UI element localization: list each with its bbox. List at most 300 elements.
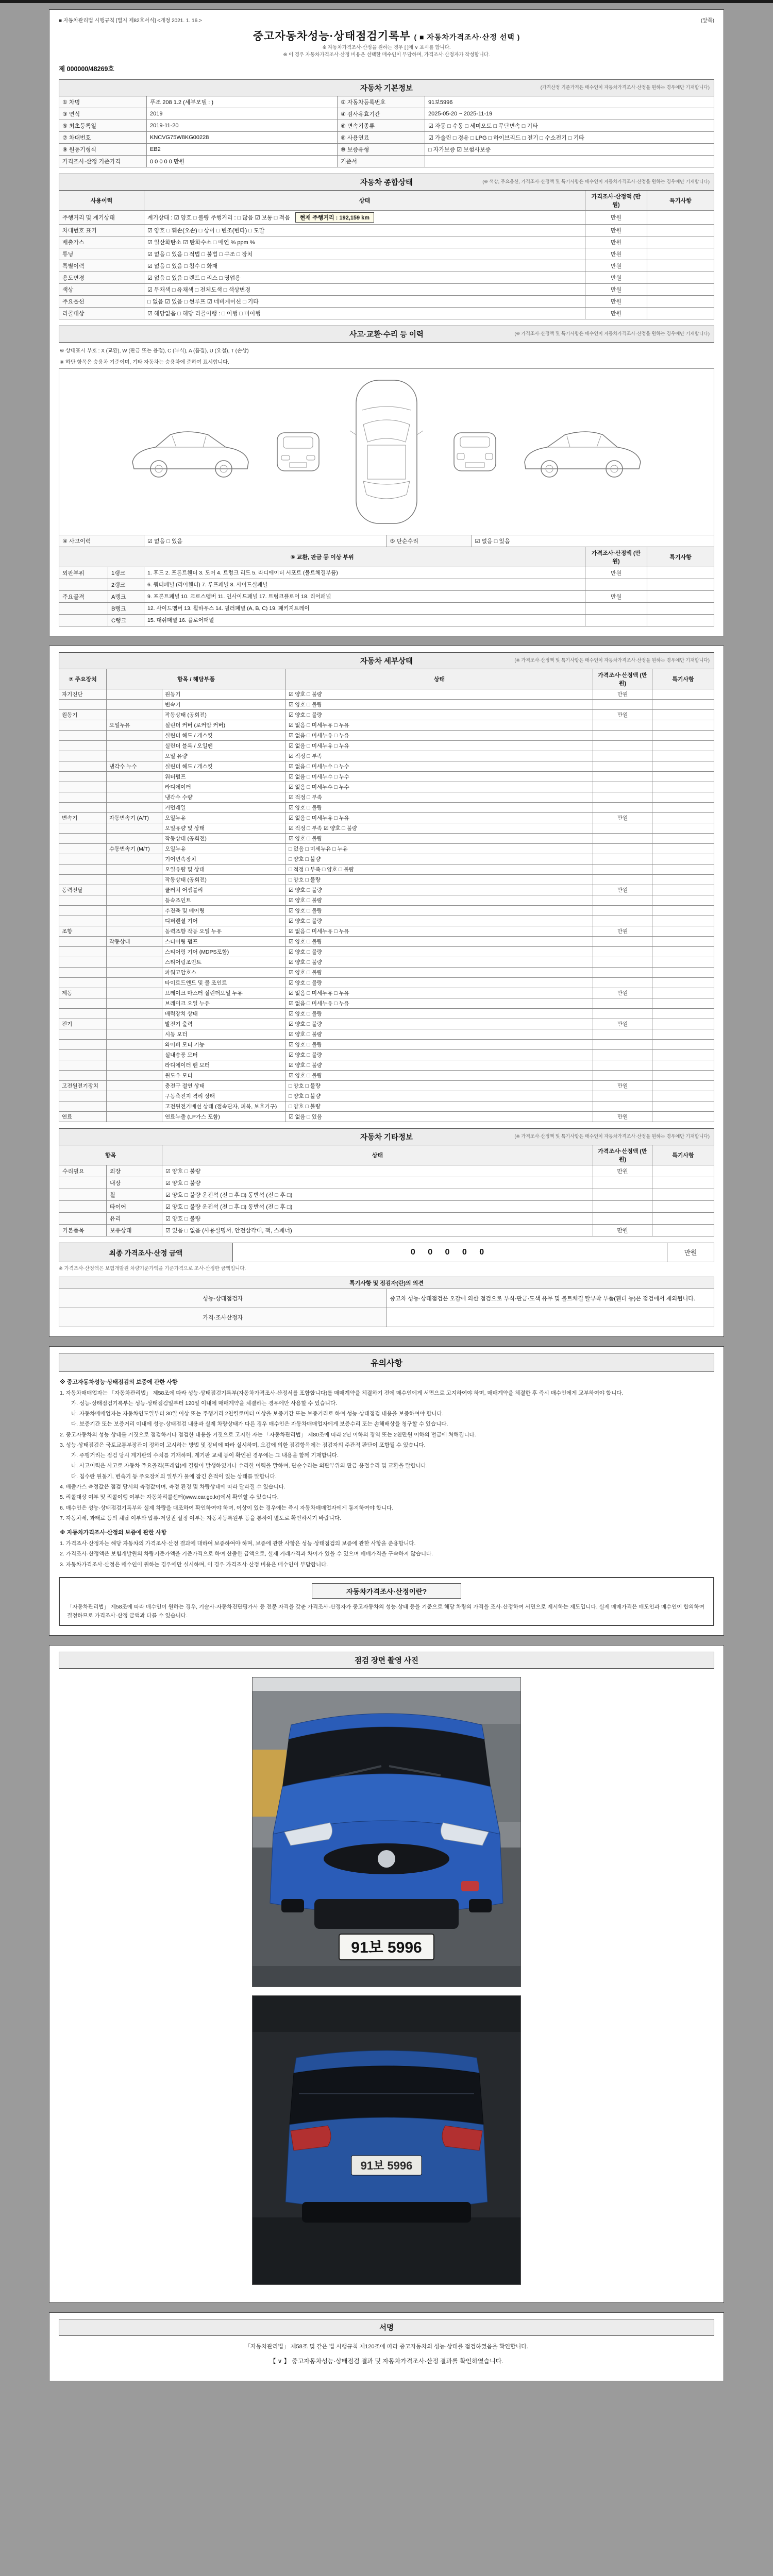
overall-row [59,307,714,319]
device-item: 기어변속장치 [162,854,286,864]
detail-row [59,761,714,771]
title-notes [59,44,714,59]
device-subgroup [107,957,162,967]
device-group [59,864,107,874]
note-cell [652,782,714,792]
note-cell [652,1200,714,1212]
notices-title: 유의사항 [59,1353,714,1372]
price-survey-option: ( ■ 자동차가격조사·산정 선택 ) [414,33,520,41]
device-subgroup [107,1060,162,1070]
col-note: 특기사항 [647,190,714,210]
detail-row [59,823,714,833]
signature-statement-1: 「자동차관리법」 제58조 및 같은 법 시행규칙 제120조에 따라 중고자동차의 성능·상태를 점검하였음을 확인합니다. [245,2344,528,2350]
detail-row [59,998,714,1008]
price-cell: 만원 [593,885,652,895]
price-cell [593,957,652,967]
price-cell: 만원 [593,1111,652,1122]
final-price-unit: 만원 [667,1243,714,1262]
device-item: 변속기 [162,699,286,709]
device-group [59,977,107,988]
note-cell [647,579,714,590]
price-cell [593,998,652,1008]
status-checkboxes: ☑ 양호 □ 불량 운전석 (전 □ 후 □) 동반석 (전 □ 후 □) [162,1189,593,1200]
field-label: ③ 연식 [59,108,147,120]
parts-row [59,602,714,614]
device-group [59,823,107,833]
device-subgroup [107,1019,162,1029]
price-cell [593,833,652,843]
note-cell [652,1177,714,1189]
history-item: 리콜대상 [59,307,144,319]
status-checkboxes: ☑ 없음 □ 미세누유 □ 누유 [286,926,593,936]
history-item: 주행거리 및 계기상태 [59,210,144,224]
col-history: 사용이력 [59,190,144,210]
note-cell [652,1101,714,1111]
section-detail-note: (※ 가격조사·산정액 및 특기사항은 매수인이 자동차가격조사·산정을 원하는 경우에만 기재합니다) [514,657,710,663]
detail-row [59,812,714,823]
history-item: 차대번호 표기 [59,224,144,236]
section-accident-note: (※ 가격조사·산정액 및 특기사항은 매수인이 자동차가격조사·산정을 원하는 경우에만 기재합니다) [514,331,710,336]
status-checkboxes: ☑ 양호 □ 불량 [162,1165,593,1177]
price-cell [593,782,652,792]
status-checkboxes: ☑ 일산화탄소 ☑ 탄화수소 □ 매연 % ppm % [147,239,255,246]
history-item: 용도변경 [59,272,144,283]
price-cell [593,936,652,946]
device-item: 시동 모터 [162,1029,286,1039]
device-group [59,1049,107,1060]
device-group: 변속기 [59,812,107,823]
price-cell: 만원 [593,1019,652,1029]
device-item: 추진축 및 베어링 [162,905,286,916]
detail-state-table [59,669,714,1122]
device-subgroup [107,1029,162,1039]
card-detail-state [49,646,724,1337]
history-item: 특별이력 [59,260,144,272]
part-items: 12. 사이드멤버 13. 휠하우스 14. 필러패널 (A, B, C) 19. 패키지트레이 [144,602,585,614]
detail-header-row [59,669,714,689]
note-cell [652,1080,714,1091]
note-cell [652,957,714,967]
field-value: □ 자가보증 ☑ 보험사보증 [425,143,714,155]
device-group [59,1060,107,1070]
note-cell [652,740,714,751]
price-cell: 만원 [585,248,647,260]
inspection-photo-rear [252,1995,521,2285]
note-cell [647,602,714,614]
status-checkboxes: ☑ 없음 □ 있음 [286,1111,593,1122]
device-subgroup: 작동상태 [107,936,162,946]
status-checkboxes: □ 없음 ☑ 있음 □ 썬루프 ☑ 네비게이션 □ 기타 [147,298,259,305]
note-cell [647,307,714,319]
status-checkboxes: ☑ 양호 □ 불량 [286,1039,593,1049]
price-cell [593,1200,652,1212]
price-cell [593,843,652,854]
detail-row [59,843,714,854]
field-label: ④ 검사유효기간 [338,108,425,120]
device-group [59,1008,107,1019]
device-item: 구동축전지 격리 상태 [162,1091,286,1101]
col-price: 가격조사·산정액 (만원) [593,1145,652,1165]
status-checkboxes: ☑ 없음 □ 미세누수 □ 누수 [286,782,593,792]
status-cell [144,272,585,283]
price-cell [593,1060,652,1070]
detail-row [59,709,714,720]
note-cell [647,236,714,248]
detail-row [59,740,714,751]
note-cell [652,1224,714,1236]
detail-row [59,1060,714,1070]
overall-row [59,248,714,260]
status-checkboxes: ☑ 없음 □ 있음 □ 렌트 □ 리스 □ 영업용 [147,275,241,281]
field-label: ⑥ 변속기종류 [338,120,425,131]
note-cell [652,823,714,833]
notice-line: 3. 성능·상태점검은 국토교통부장관이 정하여 고시하는 방법 및 장비에 따라 실시하며, 오감에 의한 점검항목에는 점검자의 주관적 판단이 포함될 수 있습니다. [60,1442,426,1448]
note-cell [652,874,714,885]
status-checkboxes: ☑ 양호 □ 불량 [286,689,593,699]
status-checkboxes: ☑ 없음 □ 있음 □ 침수 □ 화재 [147,263,218,269]
status-checkboxes: ☑ 양호 □ 불량 [286,967,593,977]
status-checkboxes: ☑ 양호 □ 불량 [286,802,593,812]
device-subgroup [107,802,162,812]
note-cell [652,771,714,782]
note-cell [647,260,714,272]
part-group: 외판부위 [59,567,108,579]
misc-row [59,1212,714,1224]
page-side-label: (앞쪽) [701,18,714,24]
license-plate-number: 91보 5996 [351,1939,422,1957]
price-cell [593,751,652,761]
device-group: 전기 [59,1019,107,1029]
device-group [59,905,107,916]
status-cell [144,224,585,236]
price-cell [593,730,652,740]
basic-info-row [59,96,714,108]
field-label: ⑧ 사용연료 [338,131,425,143]
detail-row [59,967,714,977]
misc-item: 보유상태 [107,1224,162,1236]
device-group: 연료 [59,1111,107,1122]
price-cell [593,1177,652,1189]
device-subgroup [107,1111,162,1122]
device-item: 냉각수 수량 [162,792,286,802]
note-cell [652,977,714,988]
device-item: 배력장치 상태 [162,1008,286,1019]
device-subgroup [107,751,162,761]
car-diagram-side-right [519,418,648,485]
note-cell [652,792,714,802]
note-cell [652,1189,714,1200]
device-subgroup [107,740,162,751]
status-checkboxes: ☑ 적정 □ 부족 ☑ 양호 □ 불량 [286,823,593,833]
note-cell [652,926,714,936]
price-cell [593,802,652,812]
detail-row [59,792,714,802]
final-price-note: ※ 가격조사·산정액은 보험개발원 차량기준가액을 기준가격으로 조사·산정한 금액입니다. [59,1265,246,1272]
device-group [59,843,107,854]
section-misc-note: (※ 가격조사·산정액 및 특기사항은 매수인이 자동차가격조사·산정을 원하는 경우에만 기재합니다) [514,1133,710,1139]
status-checkboxes: □ 양호 □ 불량 [286,874,593,885]
device-group [59,740,107,751]
field-label: ⑨ 원동기형식 [59,143,147,155]
field-value: 91보5996 [425,96,714,108]
misc-group [59,1177,107,1189]
note-cell [652,1029,714,1039]
rear-license-plate-number: 91보 5996 [360,2159,413,2173]
detail-row [59,1070,714,1080]
note-cell [652,1091,714,1101]
parts-row [59,614,714,626]
detail-row [59,730,714,740]
detail-row [59,1091,714,1101]
notice-line: 2. 중고자동차의 성능·상태를 거짓으로 점검하거나 점검한 내용을 거짓으로 고지한 자는 「자동차관리법」 제80조에 따라 2년 이하의 징역 또는 2천만원 이하의 벌금에 처해집니다. [60,1431,476,1438]
misc-item: 내장 [107,1177,162,1189]
status-checkboxes: □ 양호 □ 불량 [286,854,593,864]
device-subgroup [107,926,162,936]
note-cell [652,998,714,1008]
history-item: 배출가스 [59,236,144,248]
detail-row [59,977,714,988]
part-rank: B랭크 [108,602,144,614]
device-item: 실린더 커버 (로커암 커버) [162,720,286,730]
detail-row [59,905,714,916]
device-group [59,936,107,946]
price-cell [593,699,652,709]
history-item: 튜닝 [59,248,144,260]
note-cell [647,210,714,224]
note-cell [652,1070,714,1080]
price-cell [593,1008,652,1019]
part-group: 주요골격 [59,590,108,602]
opinion-row [59,1308,714,1327]
col-device: ⑦ 주요장치 [59,669,107,689]
overall-header-row [59,190,714,210]
inspector-opinion [386,1308,714,1327]
status-checkboxes: ☑ 양호 □ 불량 [286,916,593,926]
notice-line: 4. 배출가스 측정값은 점검 당시의 측정값이며, 측정 환경 및 차량상태에 따라 달라질 수 있습니다. [60,1483,285,1490]
device-subgroup [107,1039,162,1049]
device-subgroup [107,730,162,740]
field-value: 0 0 0 0 0 만원 [147,155,338,167]
opinion-row [59,1289,714,1308]
parts-header-row [59,547,714,567]
status-checkboxes: ☑ 적정 □ 부족 [286,792,593,802]
parts-row [59,590,714,602]
misc-row [59,1165,714,1177]
price-cell [593,946,652,957]
current-mileage: 현재 주행거리 : 192,159 km [295,212,374,223]
detail-row [59,720,714,730]
price-cell [593,977,652,988]
device-group [59,699,107,709]
device-group: 조향 [59,926,107,936]
misc-row [59,1200,714,1212]
price-cell: 만원 [593,1165,652,1177]
device-item: 오일유량 및 상태 [162,823,286,833]
note-cell [647,283,714,295]
detail-row [59,771,714,782]
device-item: 작동상태 (공회전) [162,833,286,843]
price-cell [593,916,652,926]
detail-row [59,988,714,998]
status-checkboxes: ☑ 없음 □ 미세누유 □ 누유 [286,988,593,998]
note-cell [652,1049,714,1060]
device-item: 작동상태 (공회전) [162,874,286,885]
basic-info-row [59,143,714,155]
detail-row [59,1019,714,1029]
overall-row [59,272,714,283]
device-subgroup [107,967,162,977]
opinions-table [59,1277,714,1327]
accident-flags-table [59,535,714,547]
status-checkboxes: ☑ 양호 □ 불량 [286,1060,593,1070]
note-cell [652,967,714,977]
status-checkboxes: ☑ 양호 □ 불량 [286,936,593,946]
status-checkboxes: □ 양호 □ 불량 [286,1091,593,1101]
price-cell: 만원 [593,988,652,998]
misc-group: 기본품목 [59,1224,107,1236]
device-subgroup [107,977,162,988]
device-subgroup [107,864,162,874]
device-item: 워터펌프 [162,771,286,782]
parts-row [59,579,714,590]
final-price-value: 0 0 0 0 0 [410,1247,490,1257]
device-group [59,854,107,864]
status-checkboxes: ☑ 없음 □ 미세누유 □ 누유 [286,730,593,740]
detail-row [59,751,714,761]
notice-line: 1. 가격조사·산정자는 해당 자동차의 가격조사·산정 결과에 대하여 보증하여야 하며, 보증에 관한 사항은 성능·상태점검의 보증에 관한 사항을 준용합니다. [60,1540,416,1547]
detail-row [59,916,714,926]
document-title: 중고자동차성능·상태점검기록부 ( ■ 자동차가격조사·산정 선택 ) [253,30,520,42]
device-group [59,1091,107,1101]
price-cell [593,1101,652,1111]
device-group [59,802,107,812]
card-inspection-photos [49,1645,724,2303]
note-cell [652,936,714,946]
col-status: 상태 [286,669,593,689]
parts-label: ⑥ 교환, 판금 등 이상 부위 [59,547,585,567]
price-cell [593,864,652,874]
status-checkboxes: ☑ 없음 □ 있음 □ 적법 □ 불법 □ 구조 □ 장치 [147,251,253,258]
price-survey-info-box [59,1577,714,1626]
device-group: 제동 [59,988,107,998]
device-subgroup [107,792,162,802]
device-subgroup [107,874,162,885]
field-value: EB2 [147,143,338,155]
device-subgroup [107,998,162,1008]
detail-row [59,802,714,812]
status-cell [144,307,585,319]
detail-row [59,689,714,699]
note-cell [652,946,714,957]
price-cell [593,1039,652,1049]
price-cell: 만원 [593,812,652,823]
status-checkboxes: ☑ 양호 □ 불량 [286,1019,593,1029]
price-cell [593,1212,652,1224]
section-photos: 점검 장면 촬영 사진 [59,1652,714,1669]
accident-legend-1: ※ 상태표시 부호 : X (교환), W (판금 또는 용접), C (부식), A (흠집), U (요철), T (손상) [60,348,249,354]
notice-line: 7. 자동차세, 과태료 등의 체납 여부와 압류·저당권 설정 여부는 자동차등록원부 등을 통하여 별도로 확인하시기 바랍니다. [60,1515,341,1521]
device-item: 커먼레일 [162,802,286,812]
price-cell: 만원 [585,224,647,236]
notice-line: 다. 보증기간 또는 보증거리 이내에 성능·상태점검 내용과 실제 차량상태가 다른 경우 매수인은 자동차매매업자에게 보증수리 또는 손해배상을 청구할 수 있습니다. [71,1421,448,1428]
final-price-row [59,1243,714,1262]
device-subgroup [107,782,162,792]
detail-row [59,957,714,967]
price-cell [593,792,652,802]
price-cell: 만원 [593,1224,652,1236]
note-cell [647,614,714,626]
price-cell: 만원 [585,307,647,319]
status-cell [144,210,585,224]
parts-row [59,567,714,579]
device-item: 라디에이터 [162,782,286,792]
status-checkboxes: ☑ 양호 □ 불량 [286,957,593,967]
status-checkboxes: ☑ 양호 □ 불량 [162,1177,593,1189]
price-cell [593,823,652,833]
status-checkboxes: ☑ 없음 □ 미세누수 □ 누수 [286,771,593,782]
status-checkboxes: ☑ 해당없음 □ 해당 리콜이행 : □ 이행 □ 미이행 [147,310,261,317]
device-group [59,1029,107,1039]
note-cell [647,224,714,236]
col-status: 상태 [144,190,585,210]
note-cell [652,843,714,854]
misc-row [59,1224,714,1236]
note-cell [652,812,714,823]
status-checkboxes: ☑ 없음 □ 미세누유 □ 누유 [286,720,593,730]
col-item: 항목 [59,1145,162,1165]
section-basic-note: (가격산정 기준가격은 매수인이 자동차가격조사·산정을 원하는 경우에만 기재합니다) [540,84,710,90]
detail-row [59,936,714,946]
basic-info-row [59,120,714,131]
note-cell [652,1008,714,1019]
device-subgroup [107,1049,162,1060]
device-item: 동력조향 작동 오일 누유 [162,926,286,936]
car-diagram-rear [448,423,502,480]
device-group: 고전원전기장치 [59,1080,107,1091]
device-item: 오일누유 [162,843,286,854]
note-cell [652,1019,714,1029]
device-group [59,720,107,730]
field-value: KNCVG75W8KG00228 [147,131,338,143]
status-checkboxes: □ 적정 □ 부족 □ 양호 □ 불량 [286,864,593,874]
note-cell [647,295,714,307]
price-cell [593,895,652,905]
field-value: 푸조 208 1.2 (세부모델 : ) [147,96,338,108]
price-cell: 만원 [585,272,647,283]
signature-statement-2: 【 ∨ 】 중고자동차성능·상태점검 결과 및 자동차가격조사·산정 결과를 확인하였습니다. [270,2358,503,2365]
device-item: 스티어링조인트 [162,957,286,967]
overall-row [59,224,714,236]
col-price: 가격조사·산정액 (만원) [585,190,647,210]
status-cell [144,248,585,260]
history-item: 색상 [59,283,144,295]
misc-row [59,1189,714,1200]
section-overall-state: 자동차 종합상태 (※ 색상, 주요옵션, 가격조사·산정액 및 특기사항은 매수인이 자동차가격조사·산정을 원하는 경우에만 기재합니다) [59,174,714,191]
status-checkboxes: ☑ 적정 □ 부족 [286,751,593,761]
device-group [59,946,107,957]
misc-info-table [59,1145,714,1236]
note-cell [647,567,714,579]
price-cell: 만원 [593,709,652,720]
price-cell: 만원 [585,567,647,579]
status-checkboxes: ☑ 양호 □ 불량 [286,1049,593,1060]
status-checkboxes: ☑ 없음 □ 미세누유 □ 누유 [286,740,593,751]
price-cell: 만원 [585,295,647,307]
car-diagram-side-left [125,418,254,485]
overall-row [59,210,714,224]
device-group [59,782,107,792]
note-cell [652,1165,714,1177]
